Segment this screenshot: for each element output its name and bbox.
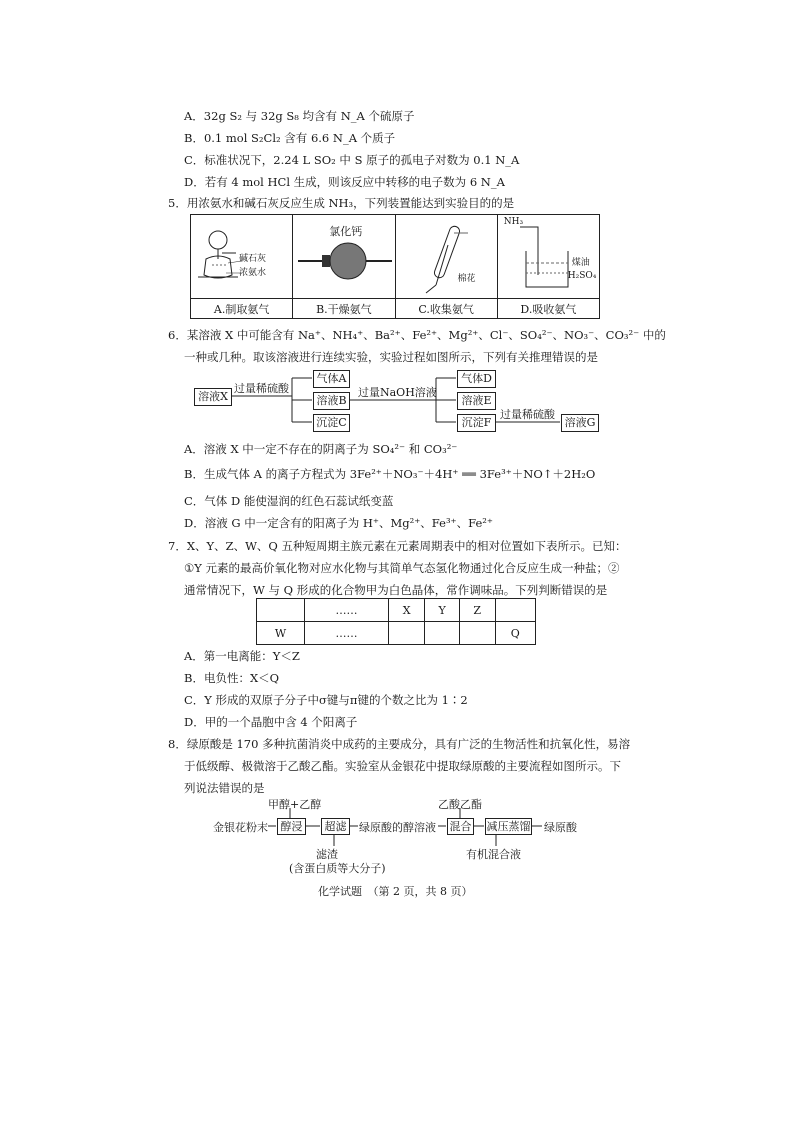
q6-option-c: C．气体 D 能使湿润的红色石蕊试纸变蓝 — [184, 494, 394, 508]
q8-stem-line-3: 列说法错误的是 — [184, 781, 265, 795]
q4-option-d: D．若有 4 mol HCl 生成，则该反应中转移的电子数为 6 N_A — [184, 175, 505, 189]
q6-option-a: A．溶液 X 中一定不存在的阴离子为 SO₄²⁻ 和 CO₃²⁻ — [184, 442, 458, 456]
apparatus-b-label: B.干燥氨气 — [293, 299, 395, 319]
flow-reagent-2: 乙酸乙酯 — [438, 798, 482, 811]
q5-apparatus-table — [190, 214, 600, 319]
periodic-table-fragment — [256, 598, 536, 645]
apparatus-a-note-1: 碱石灰 — [239, 254, 267, 264]
flow-solution-g: 溶液G — [561, 414, 599, 432]
pt-cell — [459, 622, 495, 645]
q8-stem-line-1: 8．绿原酸是 170 多种抗菌消炎中成药的主要成分，具有广泛的生物活性和抗氧化性，易溶 — [168, 737, 631, 751]
q7-stem-line-3: 通常情况下，W 与 Q 形成的化合物甲为白色晶体，常作调味品。下列判断错误的是 — [184, 583, 608, 597]
apparatus-a-label: A.制取氨气 — [191, 299, 293, 319]
apparatus-d-label: D.吸收氨气 — [497, 299, 599, 319]
q7-stem-line-2: ①Y 元素的最高价氧化物对应水化物与其简单气态氢化物通过化合反应生成一种盐；② — [184, 561, 620, 575]
flow-step-filter: 超滤 — [321, 818, 350, 835]
pt-cell — [388, 622, 424, 645]
pt-cell: X — [388, 599, 424, 622]
pt-cell: …… — [305, 622, 389, 645]
q4-option-b: B．0.1 mol S₂Cl₂ 含有 6.6 N_A 个质子 — [184, 131, 396, 145]
apparatus-c-cell — [395, 215, 497, 299]
apparatus-b-cell — [293, 215, 395, 299]
flow-residue-note: (含蛋白质等大分子) — [289, 862, 386, 875]
flow-step-distill: 减压蒸馏 — [486, 820, 531, 833]
flow-waste: 有机混合液 — [466, 848, 521, 861]
q4-option-c: C．标准状况下，2.24 L SO₂ 中 S 原子的孤电子对数为 0.1 N_A — [184, 153, 520, 167]
q7-option-c: C．Y 形成的双原子分子中σ键与π键的个数之比为 1∶2 — [184, 693, 468, 707]
flow-solution-b: 溶液B — [313, 392, 350, 410]
q7-option-b: B．电负性：X＜Q — [184, 671, 280, 685]
pt-cell: W — [257, 622, 305, 645]
apparatus-b-note: 氯化钙 — [329, 225, 363, 238]
flow-solution-x: 溶液X — [194, 388, 232, 406]
apparatus-d-note-3: H₂SO₄ — [567, 271, 597, 281]
apparatus-a-note-2: 浓氨水 — [239, 268, 267, 278]
pt-cell — [257, 599, 305, 622]
flow-acid-2: 过量稀硫酸 — [500, 408, 555, 421]
page-footer: 化学试题 （第 2 页，共 8 页） — [318, 885, 473, 898]
q5-stem: 5．用浓氨水和碱石灰反应生成 NH₃，下列装置能达到实验目的的是 — [168, 196, 515, 210]
apparatus-d-note-1: NH₃ — [503, 217, 524, 227]
flow-precipitate-c: 沉淀C — [313, 414, 350, 432]
apparatus-d-cell — [497, 215, 599, 299]
pt-cell: Y — [425, 599, 459, 622]
flow-acid-1: 过量稀硫酸 — [234, 382, 289, 395]
apparatus-d-note-2: 煤油 — [571, 258, 590, 268]
flow-gas-a: 气体A — [313, 370, 350, 388]
flow-solution-e: 溶液E — [457, 392, 496, 410]
flow-naoh: 过量NaOH溶液 — [358, 386, 437, 399]
q7-option-d: D．甲的一个晶胞中含 4 个阳离子 — [184, 715, 358, 729]
q6-option-b: B．生成气体 A 的离子方程式为 3Fe²⁺＋NO₃⁻＋4H⁺ ══ 3Fe³⁺＋NO↑＋2H₂O — [184, 467, 596, 481]
q6-stem-line-1: 6．某溶液 X 中可能含有 Na⁺、NH₄⁺、Ba²⁺、Fe²⁺、Mg²⁺、Cl⁻、SO₄²⁻、NO₃⁻、CO₃²⁻ 中的 — [168, 328, 666, 342]
q6-stem-line-2: 一种或几种。取该溶液进行连续实验，实验过程如图所示，下列有关推理错误的是 — [184, 350, 598, 364]
apparatus-a-cell — [191, 215, 293, 299]
apparatus-c-drawing — [396, 215, 496, 295]
flow-end: 绿原酸 — [544, 821, 577, 834]
q8-stem-line-2: 于低级醇、极微溶于乙酸乙酯。实验室从金银花中提取绿原酸的主要流程如图所示。下 — [184, 759, 621, 773]
flow-step-soak: 醇浸 — [277, 818, 306, 835]
pt-cell — [495, 599, 535, 622]
q7-option-a: A．第一电离能：Y＜Z — [184, 649, 300, 663]
pt-cell: …… — [305, 599, 389, 622]
q7-stem-line-1: 7．X、Y、Z、W、Q 五种短周期主族元素在元素周期表中的相对位置如下表所示。已知： — [168, 539, 627, 553]
pt-cell: Z — [459, 599, 495, 622]
apparatus-c-label: C.收集氨气 — [395, 299, 497, 319]
flow-step-mix: 混合 — [447, 818, 474, 835]
flow-precipitate-f: 沉淀F — [457, 414, 496, 432]
pt-cell — [425, 622, 459, 645]
flow-gas-d: 气体D — [457, 370, 496, 388]
q6-option-d: D．溶液 G 中一定含有的阳离子为 H⁺、Mg²⁺、Fe³⁺、Fe²⁺ — [184, 516, 493, 530]
q4-option-a: A．32g S₂ 与 32g S₈ 均含有 N_A 个硫原子 — [184, 109, 415, 123]
flow-residue: 滤渣 — [316, 848, 338, 861]
flow-mid: 绿原酸的醇溶液 — [359, 821, 436, 834]
flow-reagent-1: 甲醇+乙醇 — [268, 798, 322, 811]
pt-cell: Q — [495, 622, 535, 645]
flow-start: 金银花粉末 — [213, 821, 268, 834]
apparatus-c-note: 棉花 — [457, 274, 476, 284]
